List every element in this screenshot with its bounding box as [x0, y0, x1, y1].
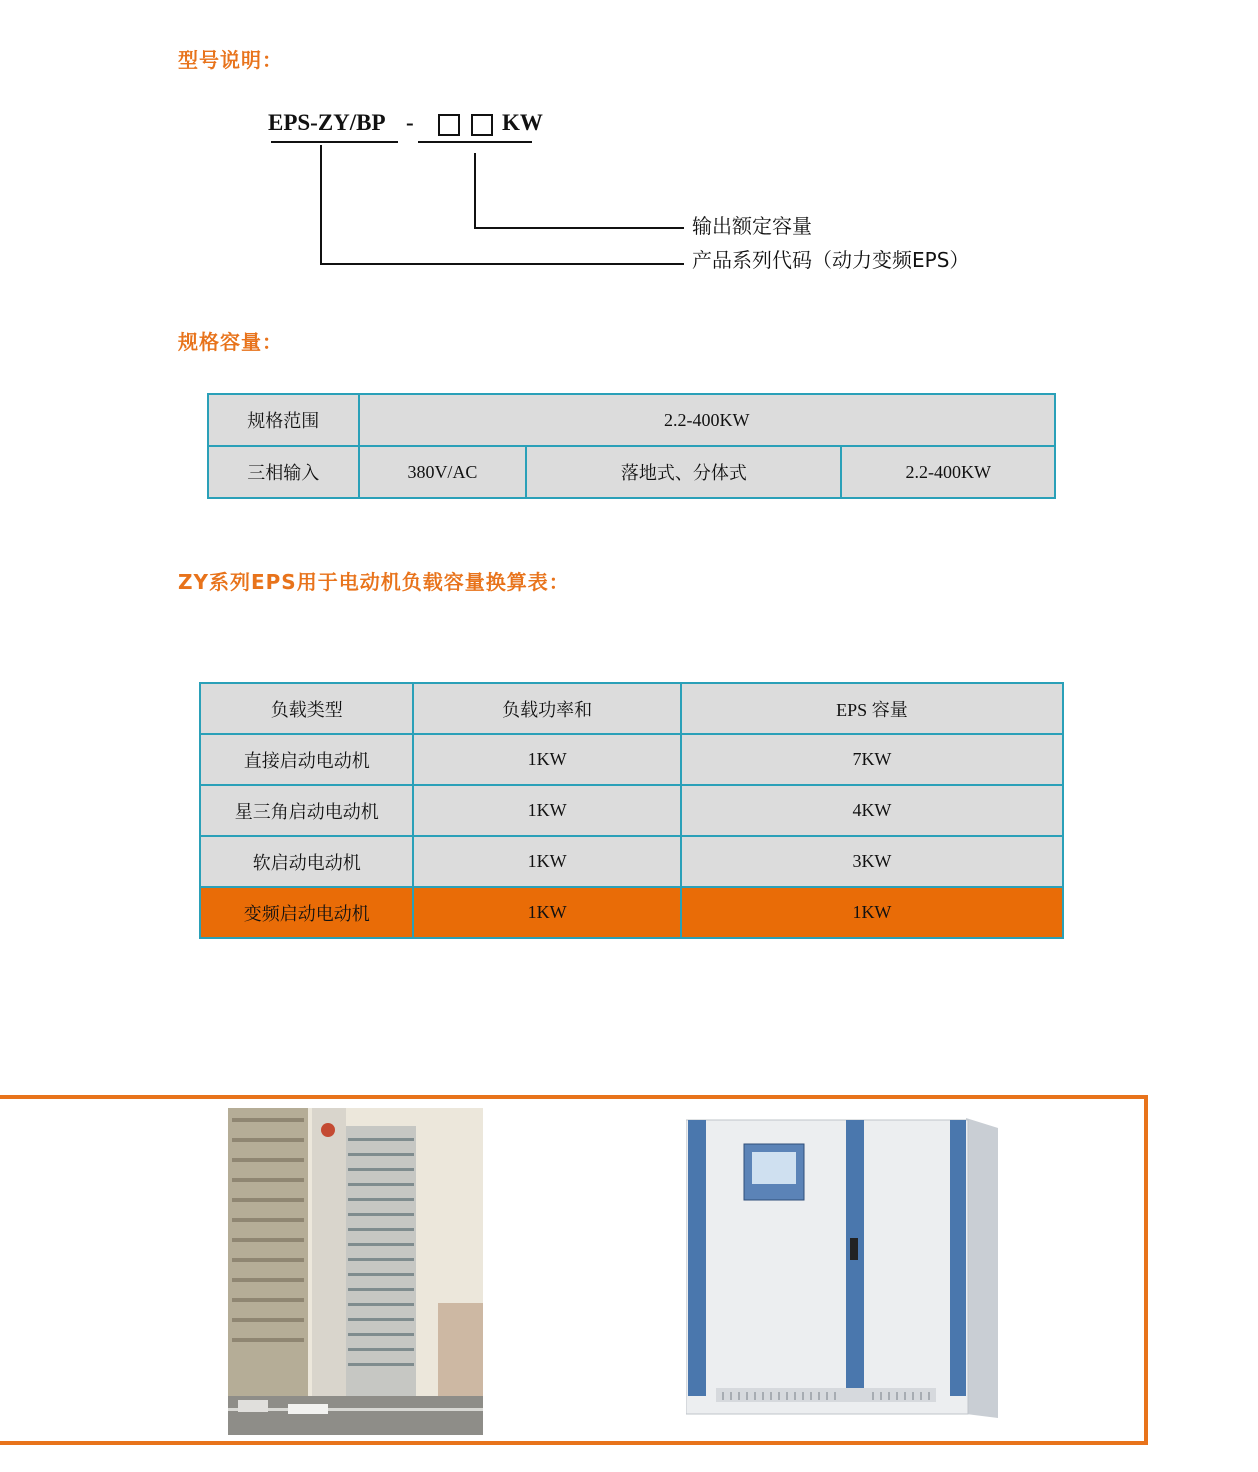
- load-power: 1KW: [413, 836, 680, 887]
- header-cell: 负载功率和: [413, 683, 680, 734]
- model-code-dash: -: [406, 110, 414, 135]
- spec-label: 三相输入: [208, 446, 359, 498]
- spec-range: 2.2-400KW: [841, 446, 1055, 498]
- table-row: [200, 734, 1063, 785]
- title-spec: 规格容量：: [178, 330, 283, 354]
- conversion-table: [199, 682, 1064, 939]
- building-photo: [228, 1108, 483, 1435]
- eps-capacity: 7KW: [681, 734, 1063, 785]
- table-row-highlight: [200, 887, 1063, 938]
- header-cell: EPS 容量: [681, 683, 1063, 734]
- title-model: 型号说明：: [178, 48, 283, 72]
- table-header-row: [200, 683, 1063, 734]
- load-type: 软启动电动机: [200, 836, 413, 887]
- load-power: 1KW: [413, 734, 680, 785]
- model-code-diagram: [0, 0, 1258, 300]
- spec-voltage: 380V/AC: [359, 446, 527, 498]
- model-code-unit: KW: [502, 110, 543, 135]
- legend-output-capacity: 输出额定容量: [692, 214, 812, 238]
- table-row: [208, 394, 1055, 446]
- eps-capacity: 1KW: [681, 887, 1063, 938]
- load-power: 1KW: [413, 785, 680, 836]
- underline-prefix: [271, 141, 398, 143]
- table-row: [200, 836, 1063, 887]
- spec-label: 规格范围: [208, 394, 359, 446]
- eps-cabinet-photo: [686, 1118, 998, 1422]
- model-code-prefix: EPS-ZY/BP: [268, 110, 386, 135]
- header-cell: 负载类型: [200, 683, 413, 734]
- legend-series-code: 产品系列代码（动力变频EPS）: [692, 248, 970, 272]
- leader-capacity-horizontal: [474, 227, 684, 229]
- eps-capacity: 3KW: [681, 836, 1063, 887]
- load-type: 直接启动电动机: [200, 734, 413, 785]
- load-type: 星三角启动电动机: [200, 785, 413, 836]
- spec-form: 落地式、分体式: [526, 446, 841, 498]
- leader-series-horizontal: [320, 263, 684, 265]
- placeholder-box: [438, 114, 460, 136]
- underline-capacity: [418, 141, 532, 143]
- load-type: 变频启动电动机: [200, 887, 413, 938]
- title-conversion: ZY系列EPS用于电动机负载容量换算表：: [178, 570, 570, 594]
- placeholder-box: [471, 114, 493, 136]
- spec-range-value: 2.2-400KW: [359, 394, 1055, 446]
- leader-series-vertical: [320, 145, 322, 265]
- table-row: [200, 785, 1063, 836]
- load-power: 1KW: [413, 887, 680, 938]
- eps-capacity: 4KW: [681, 785, 1063, 836]
- table-row: [208, 446, 1055, 498]
- leader-capacity-vertical: [474, 153, 476, 229]
- spec-table: [207, 393, 1056, 499]
